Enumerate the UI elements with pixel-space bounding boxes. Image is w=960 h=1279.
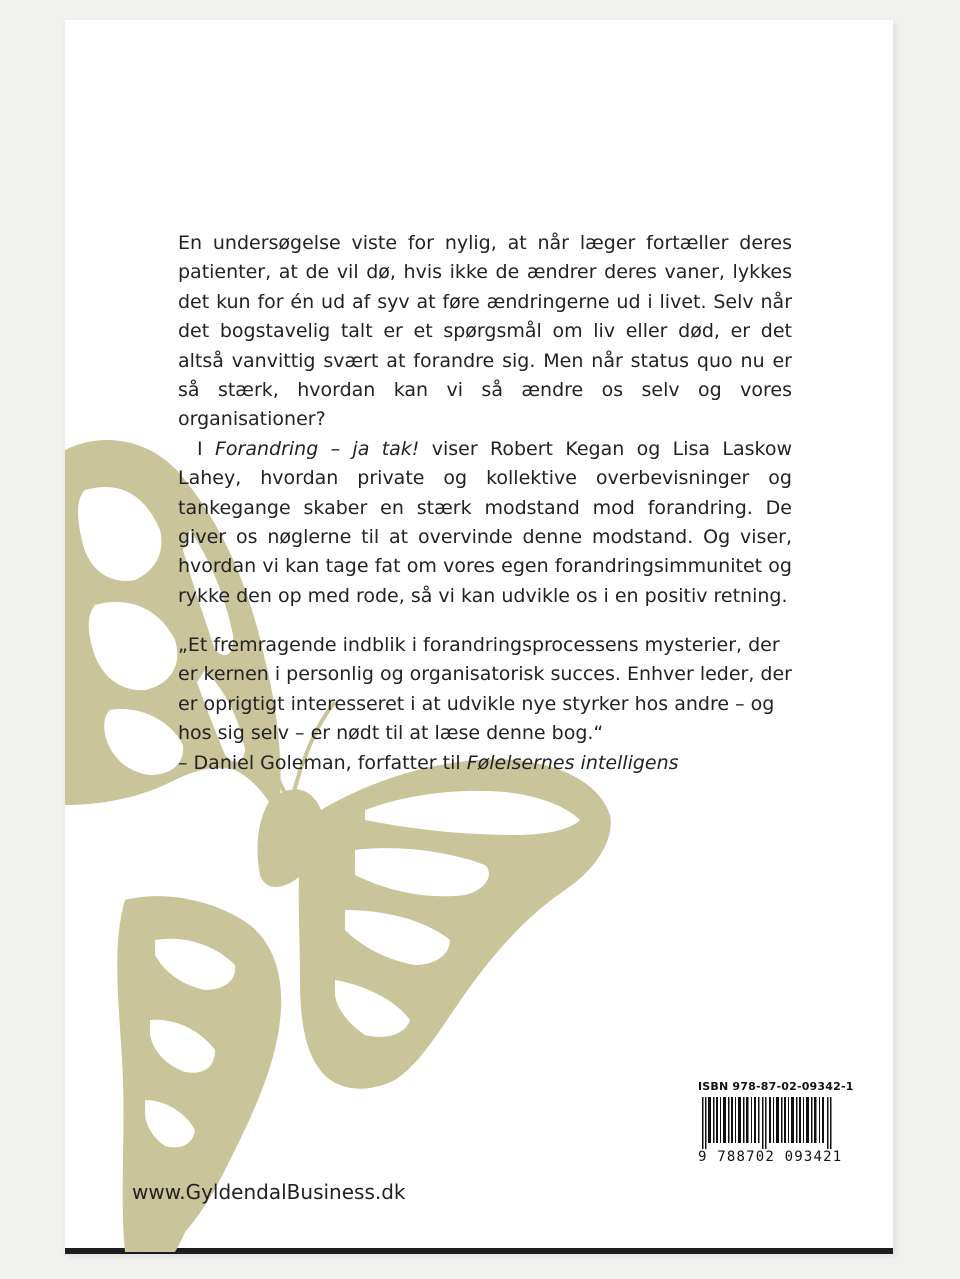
isbn-barcode-block: [698, 1080, 854, 1165]
barcode-digits: 9 788702 093421: [698, 1149, 843, 1165]
publisher-website: www.GyldendalBusiness.dk: [132, 1180, 406, 1204]
blurb-paragraph-2-prefix: I: [197, 437, 215, 460]
barcode-icon: [698, 1097, 838, 1149]
endorsement-quote: [178, 631, 792, 778]
blurb-paragraph-2-rest: viser Robert Kegan og Lisa Laskow Lahey, hvordan private og kollektive overbevisninger og tankegange skaber en stærk modstand mod forandring. De giver os nøglerne til at overvinde denne modstand. Og viser, hvordan vi kan tage fat om vores egen forandringsimmunitet og rykke den op med rode, så vi kan udvikle os i en positiv retning.: [178, 437, 792, 607]
book-title: Forandring – ja tak!: [214, 437, 420, 460]
attribution-book-title: Følelsernes intelligens: [466, 751, 679, 774]
isbn-label: ISBN 978-87-02-09342-1: [698, 1080, 854, 1093]
blurb-paragraph-2: [178, 435, 792, 611]
quote-attribution: [178, 749, 792, 778]
attribution-author: – Daniel Goleman, forfatter til: [178, 751, 467, 774]
back-cover-blurb: [178, 229, 792, 611]
quote-text: „Et fremragende indblik i forandringsprocessens mysterier, der er kernen i personlig og organisatorisk succes. Enhver leder, der er oprigtigt interesseret i at udvikle nye styrker hos andre – og hos sig selv – er nødt til at læse denne bog.“: [178, 634, 792, 745]
blurb-paragraph-1: En undersøgelse viste for nylig, at når læger fortæller deres patienter, at de vil dø, hvis ikke de ændrer deres vaner, lykkes det kun for én ud af syv at føre ændringerne ud i livet. Selv når det bogstavelig talt er et spørgsmål om liv eller død, er det altså vanvittig svært at forandre sig. Men når status quo nu er så stærk, hvordan kan vi så ændre os selv og vores organisationer?: [178, 232, 792, 431]
